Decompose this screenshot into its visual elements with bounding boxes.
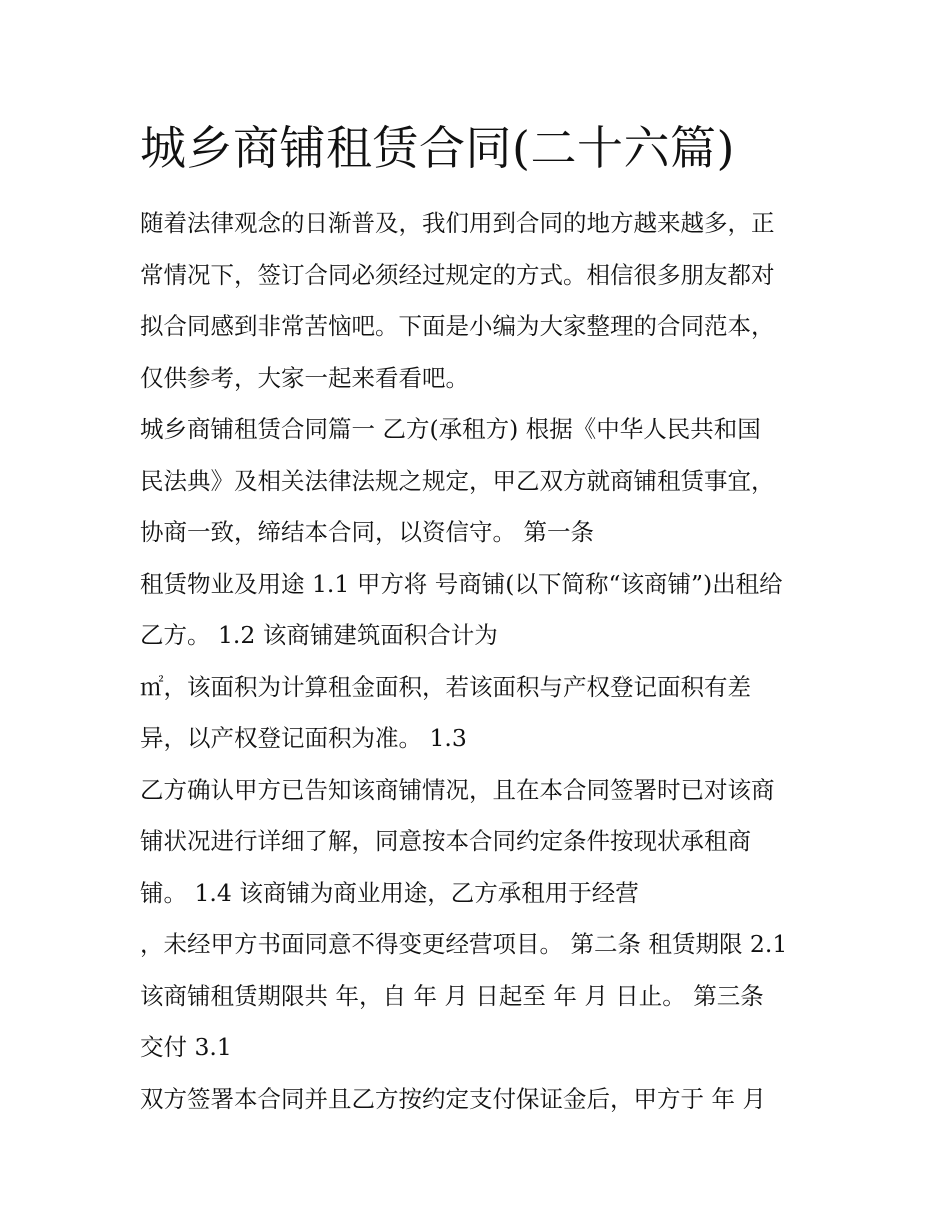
- text-line: 异，以产权登记面积为准。 1.3: [140, 724, 467, 752]
- text-line: 协商一致，缔结本合同，以资信守。 第一条: [140, 518, 594, 546]
- document-body: [140, 198, 830, 1125]
- text-line: 双方签署本合同并且乙方按约定支付保证金后，甲方于 年 月: [140, 1084, 766, 1113]
- text-line: 铺。 1.4 该商铺为商业用途，乙方承租用于经营: [140, 878, 639, 907]
- text-line: ㎡，该面积为计算租金面积，若该面积与产权登记面积有差: [140, 672, 751, 701]
- text-line: 随着法律观念的日渐普及，我们用到合同的地方越来越多，正: [140, 209, 775, 237]
- text-line: 交付 3.1: [140, 1033, 232, 1061]
- text-line: 仅供参考，大家一起来看看吧。: [140, 363, 469, 392]
- text-line: 租赁物业及用途 1.1 甲方将 号商铺(以下简称“该商铺”)出租给: [140, 569, 783, 598]
- text-line: 乙方。 1.2 该商铺建筑面积合计为: [140, 621, 498, 649]
- text-line: 常情况下，签订合同必须经过规定的方式。相信很多朋友都对: [140, 260, 775, 289]
- text-line: 拟合同感到非常苦恼吧。下面是小编为大家整理的合同范本，: [140, 312, 775, 340]
- text-line: 城乡商铺租赁合同篇一 乙方(承租方) 根据《中华人民共和国: [140, 415, 761, 443]
- document-title: 城乡商铺租赁合同(二十六篇): [140, 121, 735, 175]
- text-line: 该商铺租赁期限共 年，自 年 月 日起至 年 月 日止。 第三条: [140, 981, 764, 1010]
- text-line: 乙方确认甲方已告知该商铺情况，且在本合同签署时已对该商: [140, 775, 775, 804]
- text-line: ，未经甲方书面同意不得变更经营项目。 第二条 租赁期限 2.1: [140, 930, 788, 958]
- text-line: 民法典》及相关法律法规之规定，甲乙双方就商铺租赁事宜，: [140, 466, 775, 495]
- text-line: 铺状况进行详细了解，同意按本合同约定条件按现状承租商: [140, 827, 751, 855]
